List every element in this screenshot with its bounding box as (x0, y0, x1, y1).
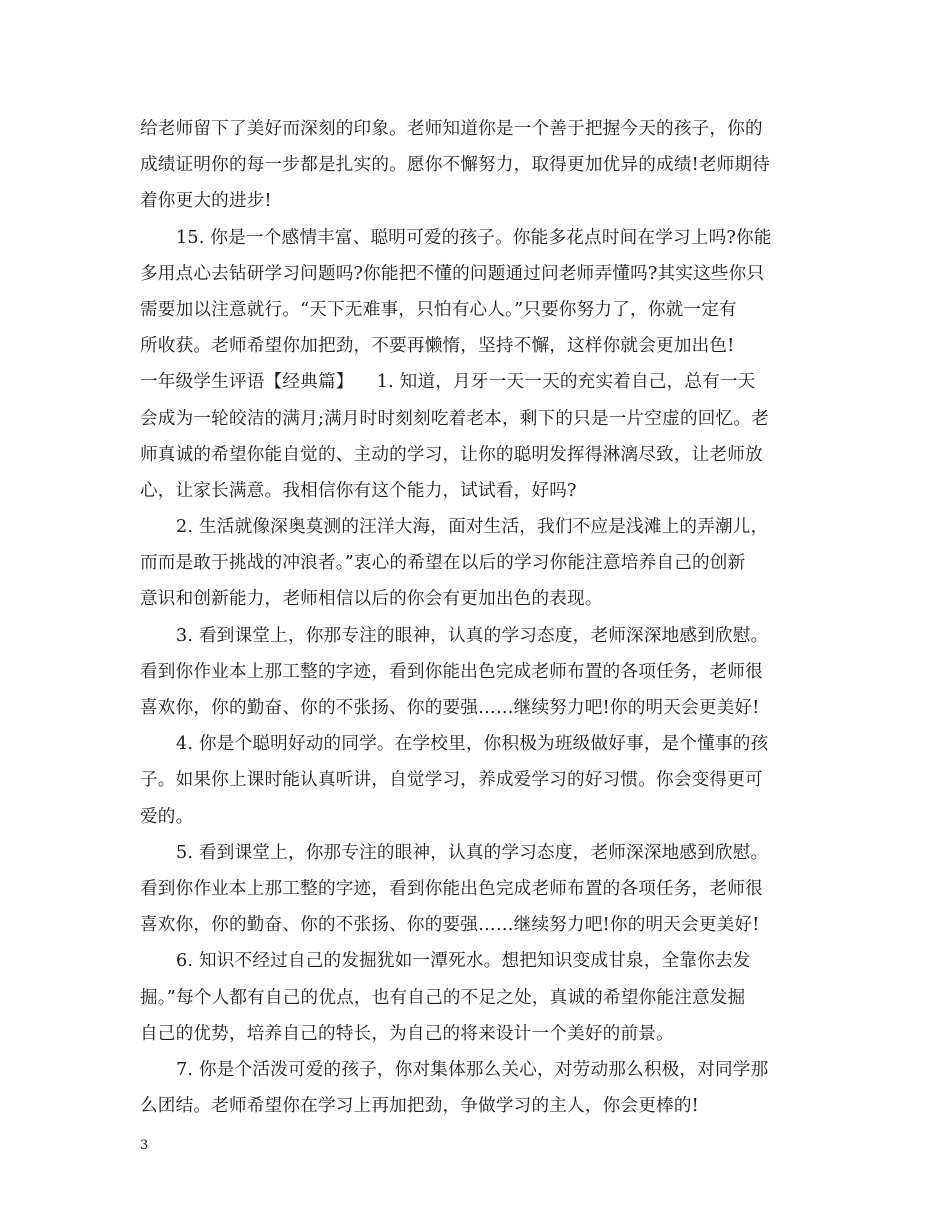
text-line: 给老师留下了美好而深刻的印象。老师知道你是一个善于把握今天的孩子，你的 (140, 119, 763, 139)
paragraph-start-line: 15. 你是一个感情丰富、聪明可爱的孩子。你能多花点时间在学习上吗?你能 (176, 227, 772, 248)
text-line: 成绩证明你的每一步都是扎实的。愿你不懈努力，取得更加优异的成绩!老师期待 (140, 155, 771, 176)
paragraph-start-line: 3. 看到课堂上，你那专注的眼神，认真的学习态度，老师深深地感到欣慰。 (176, 625, 769, 646)
text-line: 爱的。 (140, 806, 194, 827)
text-line: 看到你作业本上那工整的字迹，看到你能出色完成老师布置的各项任务，老师很 (140, 878, 763, 899)
text-line: 多用点心去钻研学习问题吗?你能把不懂的问题通过问老师弄懂吗?其实这些你只 (140, 263, 765, 284)
text-line: 意识和创新能力，老师相信以后的你会有更加出色的表现。 (140, 589, 603, 610)
paragraph-start-line: 5. 看到课堂上，你那专注的眼神，认真的学习态度，老师深深地感到欣慰。 (176, 842, 769, 863)
text-line: 看到你作业本上那工整的字迹，看到你能出色完成老师布置的各项任务，老师很 (140, 661, 763, 682)
section-heading-line: 一年级学生评语【经典篇】 1. 知道，月牙一天一天的充实着自己，总有一天 (140, 372, 756, 393)
page-number: 3 (140, 1138, 149, 1153)
text-line: 子。如果你上课时能认真听讲，自觉学习，养成爱学习的好习惯。你会变得更可 (140, 770, 763, 791)
text-line: 心，让家长满意。我相信你有这个能力，试试看，好吗? (140, 480, 577, 501)
paragraph-start-line: 7. 你是个活泼可爱的孩子，你对集体那么关心，对劳动那么积极，对同学那 (176, 1059, 769, 1080)
text-line: 么团结。老师希望你在学习上再加把劲，争做学习的主人，你会更棒的! (140, 1096, 699, 1117)
text-line: 会成为一轮皎洁的满月;满月时时刻刻吃着老本，剩下的只是一片空虚的回忆。老 (140, 408, 769, 429)
text-line: 自己的优势，培养自己的特长，为自己的将来设计一个美好的前景。 (140, 1023, 674, 1044)
paragraph-start-line: 6. 知识不经过自己的发掘犹如一潭死水。想把知识变成甘泉，全靠你去发 (176, 951, 751, 972)
text-line: 所收获。老师希望你加把劲，不要再懒惰，坚持不懈，这样你就会更加出色! (140, 336, 735, 357)
text-line: 而而是敢于挑战的冲浪者。”衷心的希望在以后的学习你能注意培养自己的创新 (140, 553, 746, 574)
document-body (140, 111, 812, 1124)
text-line: 掘。”每个人都有自己的优点，也有自己的不足之处，真诚的希望你能注意发掘 (140, 987, 746, 1008)
paragraph-start-line: 2. 生活就像深奥莫测的汪洋大海，面对生活，我们不应是浅滩上的弄潮儿， (176, 517, 769, 538)
text-line: 喜欢你，你的勤奋、你的不张扬、你的要强……继续努力吧!你的明天会更美好! (140, 915, 760, 936)
text-line: 着你更大的进步! (140, 191, 272, 212)
paragraph-start-line: 4. 你是个聪明好动的同学。在学校里，你积极为班级做好事，是个懂事的孩 (176, 734, 769, 755)
text-line: 师真诚的希望你能自觉的、主动的学习，让你的聪明发挥得淋漓尽致，让老师放 (140, 444, 763, 465)
text-line: 需要加以注意就行。“天下无难事，只怕有心人。”只要你努力了，你就一定有 (140, 299, 737, 320)
text-line: 喜欢你，你的勤奋、你的不张扬、你的要强……继续努力吧!你的明天会更美好! (140, 698, 760, 718)
